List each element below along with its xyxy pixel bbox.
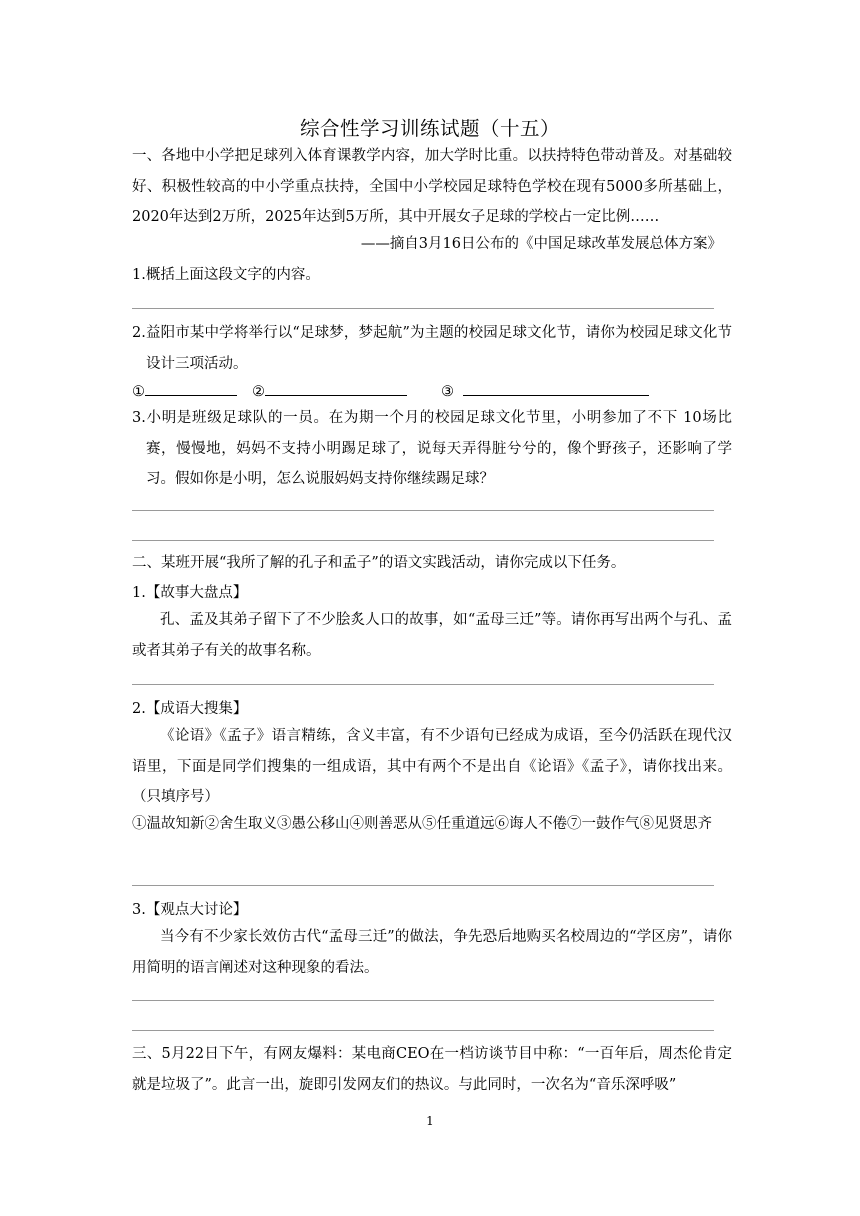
blank-label-3: ③: [441, 384, 454, 400]
question-1: 1.概括上面这段文字的内容。: [132, 267, 320, 283]
blank-3-group: [441, 381, 649, 400]
answer-line: [132, 1000, 714, 1001]
question-3: 3.小明是班级足球队的一员。在为期一个月的校园足球文化节里，小明参加了不下 10场比赛，慢慢地，妈妈不支持小明踢足球了，说每天弄得脏兮兮的，像个野孩子，还影响了学习。假如你是小明，怎么说服妈妈支持你继续踢足球？: [132, 410, 732, 487]
blank-1-group: [132, 381, 237, 400]
page-title: 综合性学习训练试题（十五）: [299, 117, 560, 140]
idiom-list: ①温故知新②舍生取义③愚公移山④则善恶从⑤任重道远⑥诲人不倦⑦一鼓作气⑧见贤思齐: [132, 816, 712, 832]
answer-line: [132, 510, 714, 511]
task-2-title: 2.【成语大搜集】: [132, 701, 248, 717]
section2-intro: 二、某班开展“我所了解的孔子和孟子”的语文实践活动，请你完成以下任务。: [132, 555, 626, 571]
section3-intro: 三、5月22日下午，有网友爆料：某电商CEO在一档访谈节目中称：“一百年后，周杰伦肯定就是垃圾了”。此言一出，旋即引发网友们的热议。与此同时，一次名为“音乐深呼吸”: [132, 1046, 732, 1093]
blank-label-2: ②: [252, 384, 265, 400]
task-3-title: 3.【观点大讨论】: [132, 902, 248, 918]
section1-intro: 一、各地中小学把足球列入体育课教学内容，加大学时比重。以扶持特色带动普及。对基础较好、积极性较高的中小学重点扶持，全国中小学校园足球特色学校在现有5000多所基础上，2020年达到2万所，2025年达到5万所，其中开展女子足球的学校占一定比例……: [132, 148, 732, 225]
answer-line: [132, 308, 714, 309]
task-3-text: 当今有不少家长效仿古代“孟母三迁”的做法，争先恐后地购买名校周边的“学区房”，请你用简明的语言阐述对这种现象的看法。: [132, 929, 732, 976]
blank-label-1: ①: [132, 384, 145, 400]
answer-line: [132, 540, 714, 541]
section1-source: ——摘自3月16日公布的《中国足球改革发展总体方案》: [360, 236, 722, 252]
answer-blank-2[interactable]: [265, 381, 407, 396]
answer-line: [132, 885, 714, 886]
task-1-title: 1.【故事大盘点】: [132, 585, 248, 601]
answer-line: [132, 684, 714, 685]
task-1-text: 孔、孟及其弟子留下了不少脍炙人口的故事，如“孟母三迁”等。请你再写出两个与孔、孟或者其弟子有关的故事名称。: [132, 612, 732, 659]
answer-line: [132, 1030, 714, 1031]
question-2: 2.益阳市某中学将举行以“足球梦，梦起航”为主题的校园足球文化节，请你为校园足球文化节设计三项活动。: [132, 325, 732, 372]
blank-2-group: [252, 381, 407, 400]
page-number: 1: [426, 1114, 434, 1128]
task-2-text: 《论语》《孟子》语言精练，含义丰富，有不少语句已经成为成语，至今仍活跃在现代汉语里，下面是同学们搜集的一组成语，其中有两个不是出自《论语》《孟子》，请你找出来。（只填序号）: [132, 728, 732, 805]
answer-blank-1[interactable]: [145, 381, 237, 396]
answer-blank-3[interactable]: [463, 381, 649, 396]
